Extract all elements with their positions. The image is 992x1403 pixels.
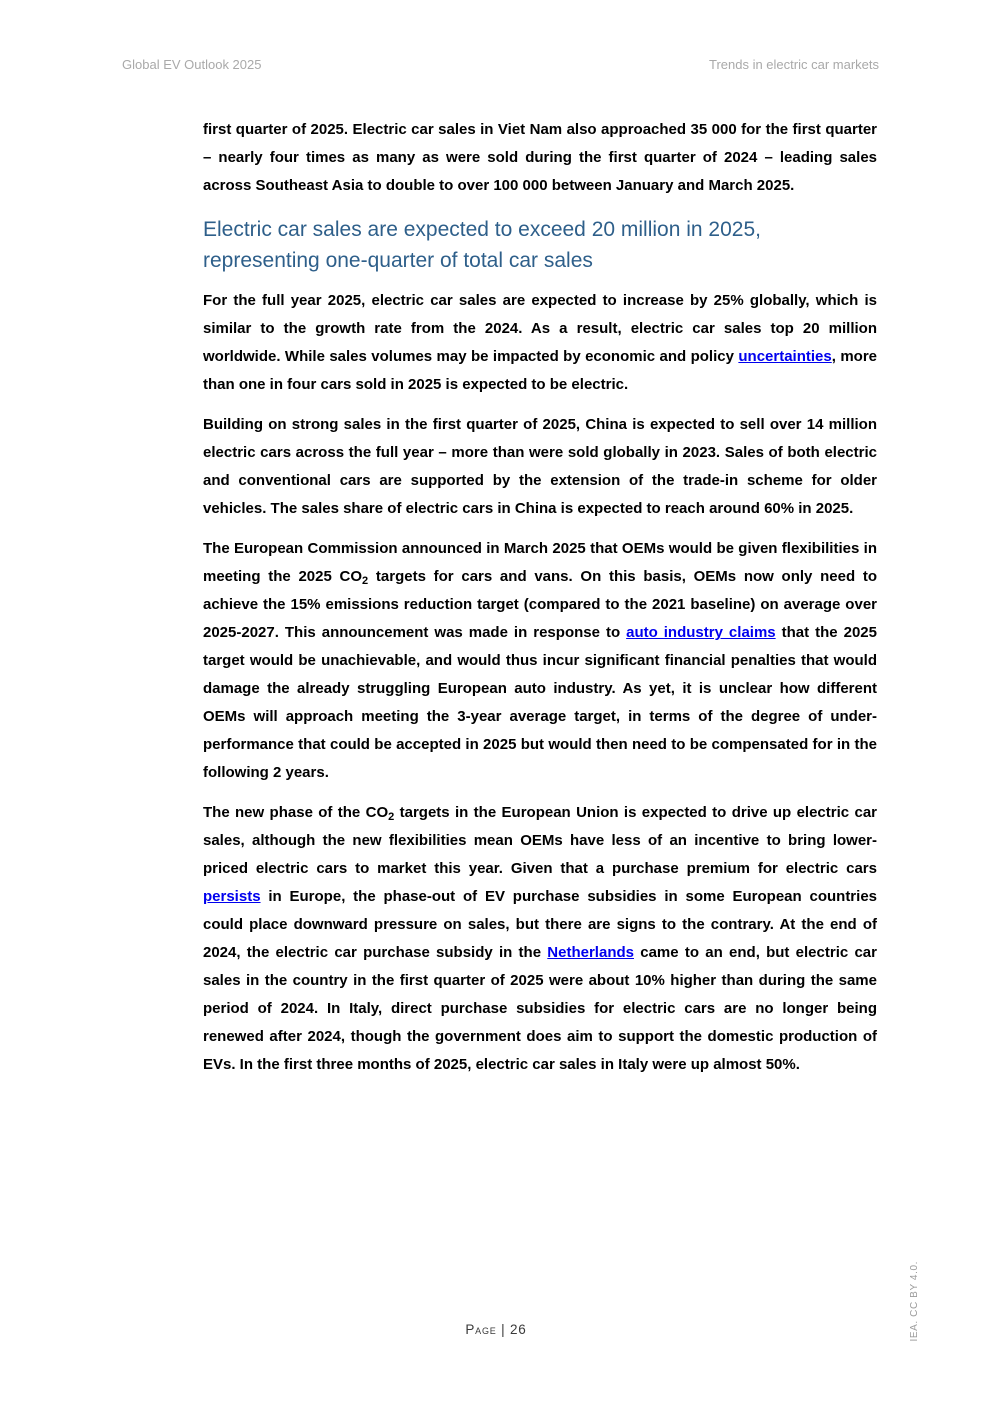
page-number: Page | 26 [465, 1322, 527, 1337]
paragraph: For the full year 2025, electric car sales are expected to increase by 25% globally, which is similar to the growth rate from the 2024. As a result, electric car sales top 20 million worldwide. While sales volumes may be impacted by economic and policy uncertainties, more than one in four cars sold in 2025 is expected to be electric. [203, 292, 878, 393]
running-header [122, 57, 879, 72]
subscript: 2 [388, 811, 395, 823]
header-report-title: Global EV Outlook 2025 [122, 57, 262, 72]
license-note: IEA. CC BY 4.0. [909, 1261, 920, 1342]
paragraph: The new phase of the $CO_2$ targets in the European Union is expected to drive up electric car sales, although the new flexibilities mean OEMs have less of an incentive to bring lower-priced electric cars to market this year. Given that a purchase premium for electric cars persists in Europe, the phase-out of EV purchase subsidies in some European countries could place downward pressure on sales, but there are signs to the contrary. At the end of 2024, the electric car purchase subsidy in the Netherlands came to an end, but electric car sales in the country in the first quarter of 2025 were about 10% higher than during the same period of 2024. In Italy, direct purchase subsidies for electric cars are no longer being renewed after 2024, though the government does aim to support the domestic production of EVs. In the first three months of 2025, electric car sales in Italy were up almost 50%. [203, 804, 877, 1073]
hyperlink[interactable]: uncertainties [738, 348, 832, 365]
paragraph: first quarter of 2025. Electric car sales in Viet Nam also approached 35 000 for the first quarter – nearly four times as many as were sold during the first quarter of 2024 – leading sales across Southeast Asia to double to over 100 000 between January and March 2025. [203, 121, 877, 194]
section-heading: Electric car sales are expected to exceed 20 million in 2025, representing one-quarter of total car sales [203, 218, 761, 272]
subscript: 2 [362, 575, 369, 587]
hyperlink[interactable]: Netherlands [547, 944, 634, 961]
page-content [203, 116, 877, 1091]
header-chapter-title: Trends in electric car markets [708, 57, 879, 72]
paragraph: Building on strong sales in the first quarter of 2025, China is expected to sell over 14 million electric cars across the full year – more than were sold globally in 2023. Sales of both electric and conventional cars are supported by the extension of the trade-in scheme for older vehicles. The sales share of electric cars in China is expected to reach around 60% in 2025. [203, 416, 877, 517]
hyperlink[interactable]: auto industry claims [626, 624, 776, 641]
paragraph: The European Commission announced in March 2025 that OEMs would be given flexibilities in meeting the 2025 $CO_2$ targets for cars and vans. On this basis, OEMs now only need to achieve the 15% emissions reduction target (compared to the 2021 baseline) on average over 2025-2027. This announcement was made in response to auto industry claims that the 2025 target would be unachievable, and would thus incur significant financial penalties that would damage the already struggling European auto industry. As yet, it is unclear how different OEMs will approach meeting the 3-year average target, in terms of the degree of under-performance that could be accepted in 2025 but would then need to be compensated for in the following 2 years. [203, 540, 877, 781]
hyperlink[interactable]: persists [203, 888, 261, 905]
